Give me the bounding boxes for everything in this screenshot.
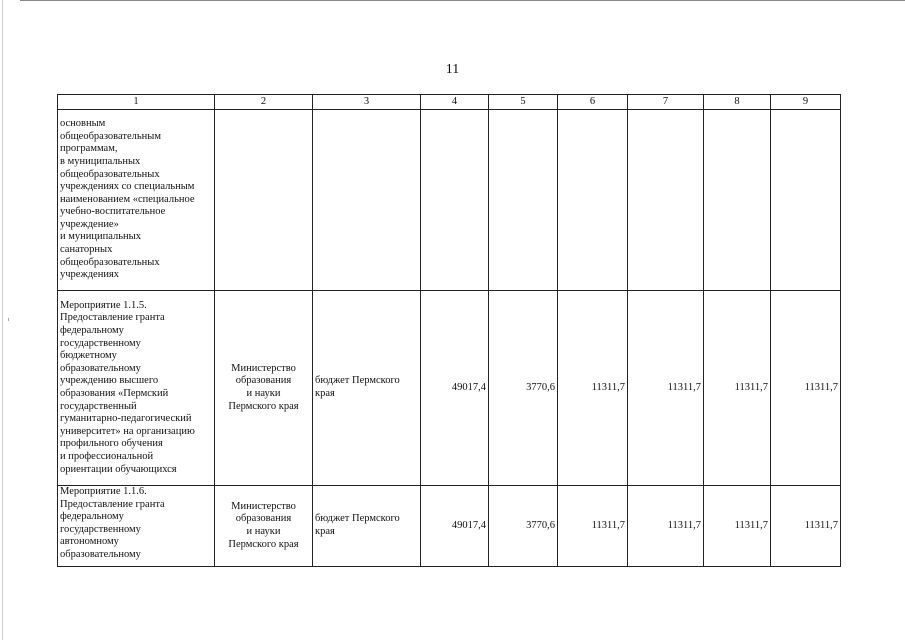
value-cell [771, 110, 841, 291]
value-cell [558, 110, 628, 291]
value-cell: 11311,7 [704, 291, 771, 486]
column-header: 4 [421, 95, 489, 110]
value-cell: 11311,7 [558, 291, 628, 486]
column-header: 3 [313, 95, 421, 110]
top-border-line [20, 0, 905, 1]
table-row [58, 486, 841, 567]
value-cell [704, 110, 771, 291]
value-cell: 3770,6 [489, 486, 558, 567]
executor-cell [215, 110, 313, 291]
column-header: 8 [704, 95, 771, 110]
value-cell: 3770,6 [489, 291, 558, 486]
row-description: Мероприятие 1.1.5. Предоставление гранта федеральному государственному бюджетному образовательному учреждению высшего образования «Пермский государственный гуманитарно-педагогический университет» на организацию профильного обучения и профессиональной ориентации обучающихся [58, 291, 215, 486]
value-cell [421, 110, 489, 291]
table-row [58, 291, 841, 486]
column-header: 6 [558, 95, 628, 110]
value-cell: 11311,7 [628, 486, 704, 567]
table-row [58, 110, 841, 291]
value-cell: 11311,7 [771, 291, 841, 486]
value-cell: 11311,7 [704, 486, 771, 567]
column-header: 9 [771, 95, 841, 110]
column-header: 2 [215, 95, 313, 110]
value-cell: 49017,4 [421, 486, 489, 567]
budget-table [57, 94, 841, 567]
value-cell: 11311,7 [628, 291, 704, 486]
source-cell: бюджет Пермского края [313, 291, 421, 486]
page-number: 11 [445, 62, 460, 77]
column-header: 7 [628, 95, 704, 110]
row-description: основным общеобразовательным программам, в муниципальных общеобразовательных учреждениях со специальным наименованием «специальное учебно-воспитательное учреждение» и муниципальных санаторных общеобразовательных учреждениях [58, 110, 215, 291]
executor-cell: Министерство образования и науки Пермского края [215, 486, 313, 567]
executor-cell: Министерство образования и науки Пермского края [215, 291, 313, 486]
source-cell: бюджет Пермского края [313, 486, 421, 567]
column-header: 5 [489, 95, 558, 110]
table-header-row [58, 95, 841, 110]
value-cell [489, 110, 558, 291]
value-cell: 49017,4 [421, 291, 489, 486]
value-cell: 11311,7 [771, 486, 841, 567]
row-description: Мероприятие 1.1.6. Предоставление гранта федеральному государственному автономному образовательному [58, 486, 215, 567]
source-cell [313, 110, 421, 291]
column-header: 1 [58, 95, 215, 110]
scan-mark [8, 318, 9, 321]
left-border-line [2, 0, 3, 640]
value-cell [628, 110, 704, 291]
value-cell: 11311,7 [558, 486, 628, 567]
